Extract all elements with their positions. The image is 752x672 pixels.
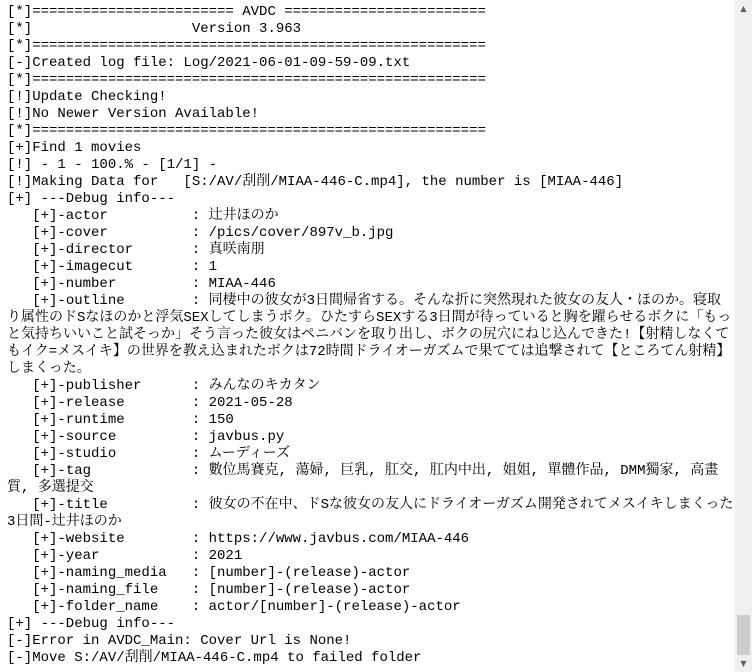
scroll-down-arrow-icon[interactable]: ▼ bbox=[735, 655, 752, 672]
log-line: [+]-studio : ムーディーズ bbox=[7, 446, 291, 462]
log-line: [+]-actor : 辻井ほのか bbox=[7, 208, 279, 224]
log-text-area bbox=[7, 4, 735, 667]
log-line: [+] ---Debug info--- bbox=[7, 191, 176, 207]
log-line: [!]Making Data for [S:/AV/刮削/MIAA-446-C.mp4], the number is [MIAA-446] bbox=[7, 174, 624, 190]
log-line: [+]-director : 真咲南朋 bbox=[7, 242, 265, 258]
log-line: [+]-source : javbus.py bbox=[7, 429, 285, 445]
log-line: [!] - 1 - 100.% - [1/1] - bbox=[7, 157, 218, 173]
scrollbar-thumb[interactable] bbox=[737, 615, 750, 655]
log-line: [+] ---Debug info--- bbox=[7, 616, 176, 632]
log-line: [-]Created log file: Log/2021-06-01-09-59-09.txt bbox=[7, 55, 411, 71]
log-line: [+]-website : https://www.javbus.com/MIAA-446 bbox=[7, 531, 470, 547]
log-line: [+]-imagecut : 1 bbox=[7, 259, 218, 275]
log-line: [*]====================================================== bbox=[7, 38, 486, 54]
log-line: [+]-year : 2021 bbox=[7, 548, 243, 564]
log-line: [+]Find 1 movies bbox=[7, 140, 142, 156]
log-line: [+]-title : 彼女の不在中、ドSな彼女の友人にドライオーガズム開発されてメスイキしまくった3日間-辻井ほのか bbox=[7, 497, 734, 530]
scroll-up-arrow-icon[interactable]: ▲ bbox=[735, 0, 752, 17]
log-line: [!]No Newer Version Available! bbox=[7, 106, 260, 122]
log-line: [+]-publisher : みんなのキカタン bbox=[7, 378, 321, 394]
log-line: [+]-naming_media : [number]-(release)-actor bbox=[7, 565, 411, 581]
log-line: [*] Version 3.963 bbox=[7, 21, 302, 37]
vertical-scrollbar[interactable] bbox=[735, 0, 752, 672]
log-line: [*]====================================================== bbox=[7, 72, 486, 88]
log-line: [+]-folder_name : actor/[number]-(release)-actor bbox=[7, 599, 461, 615]
log-line: [!]Update Checking! bbox=[7, 89, 167, 105]
log-line: [+]-outline : 同棲中の彼女が3日間帰省する。そんな折に突然現れた彼女の友人・ほのか。寝取り属性のドSなほのかと浮気SEXしてしまうボク。ひたすらSEXする3日間が待っていると胸を躍らせるボクに「もっと気持ちいいこと試そっか」そう言った彼女はペニバンを取り出し、ボクの尻穴にねじ込んできた!【射精しなくてもイク=メスイキ】の世界を教え込まれたボクは72時間ドライオーガズムで果てては追撃されて【ところてん射精】しまくった。 bbox=[7, 293, 732, 377]
log-line: [-]Error in AVDC_Main: Cover Url is None! bbox=[7, 633, 352, 649]
log-line: [+]-number : MIAA-446 bbox=[7, 276, 276, 292]
log-line: [*]======================== AVDC ======================== bbox=[7, 4, 486, 20]
log-line: [*]====================================================== bbox=[7, 123, 486, 139]
log-line: [-]Move S:/AV/刮削/MIAA-446-C.mp4 to failed folder bbox=[7, 650, 422, 666]
log-line: [+]-cover : /pics/cover/897v_b.jpg bbox=[7, 225, 394, 241]
log-line: [+]-naming_file : [number]-(release)-actor bbox=[7, 582, 411, 598]
log-line: [+]-release : 2021-05-28 bbox=[7, 395, 293, 411]
log-line: [+]-tag : 數位馬賽克, 蕩婦, 巨乳, 肛交, 肛内中出, 姐姐, 單體作品, DMM獨家, 高畫質, 多選提交 bbox=[7, 463, 719, 496]
log-line: [+]-runtime : 150 bbox=[7, 412, 234, 428]
